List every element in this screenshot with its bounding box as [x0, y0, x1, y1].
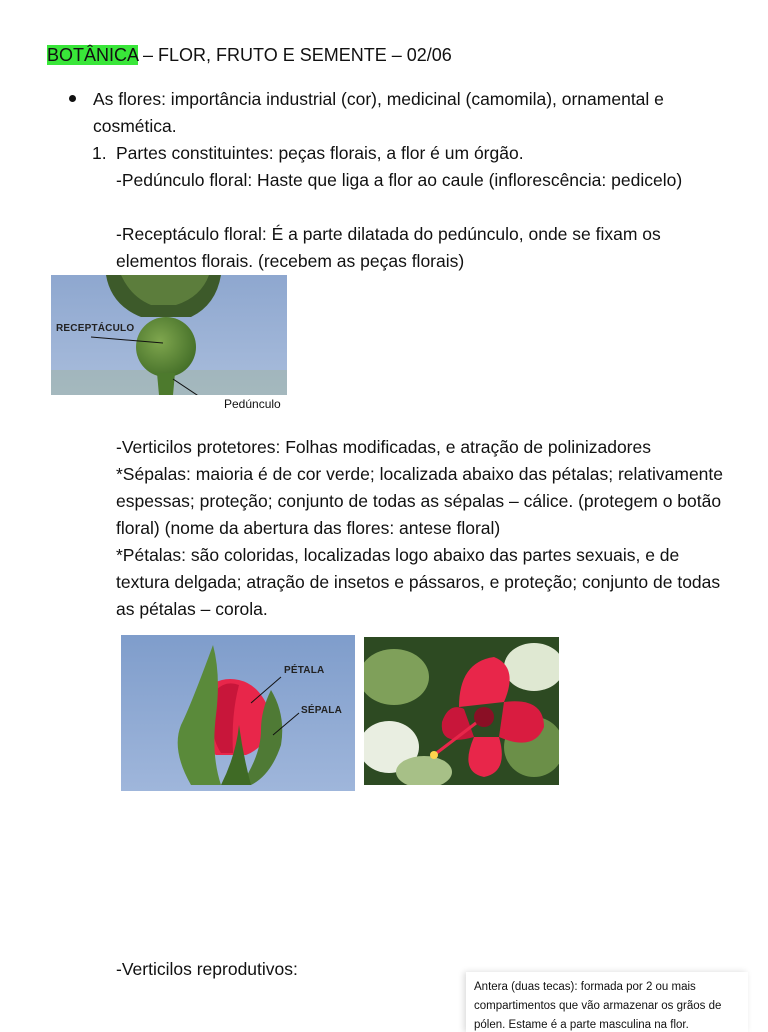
side-note-text: Antera (duas tecas): formada por 2 ou mais compartimentos que vão armazenar os grãos de pólen. Estame é a parte masculina na flor. [474, 981, 722, 1031]
paragraph-verticilos-protetores: -Verticilos protetores: Folhas modificadas, e atração de polinizadores [116, 437, 651, 457]
bullet-item [69, 86, 729, 140]
bullet-text: As flores: importância industrial (cor), medicinal (camomila), ornamental e cosmética. [93, 89, 664, 136]
hibiscus-illustration [364, 637, 559, 785]
paragraph-sepalas: *Sépalas: maioria é de cor verde; localizada abaixo das pétalas; relativamente espessas; proteção; conjunto de todas as sépalas – cálice. (protegem o botão floral) (nome da abertura das flores: antese floral) [116, 464, 724, 538]
receptacle-label: RECEPTÁCULO [56, 323, 135, 334]
bullet-dot-icon [69, 95, 76, 102]
rose-bud-image [121, 635, 355, 791]
paragraph-receptaculo: -Receptáculo floral: É a parte dilatada do pedúnculo, onde se fixam os elementos florais. (recebem as peças florais) [116, 224, 661, 271]
item-text: Partes constituintes: peças florais, a flor é um órgão. [116, 143, 524, 163]
petal-label: PÉTALA [284, 665, 325, 676]
title-highlight: BOTÂNICA [47, 45, 139, 65]
receptacle-illustration [51, 275, 287, 395]
paragraph-verticilos-reprodutivos: -Verticilos reprodutivos: [116, 959, 298, 979]
peduncle-label: Pedúnculo [224, 397, 281, 411]
document-title [47, 43, 452, 67]
paragraph-pedunculo: -Pedúnculo floral: Haste que liga a flor ao caule (inflorescência: pedicelo) [116, 170, 683, 190]
sepal-label: SÉPALA [301, 705, 343, 716]
side-note [466, 972, 748, 1032]
item-number: 1. [92, 143, 107, 163]
paragraph-petalas: *Pétalas: são coloridas, localizadas logo abaixo das partes sexuais, e de textura delgada; atração de insetos e pássaros, e proteção; conjunto de todas as pétalas – corola. [116, 545, 721, 619]
receptacle-image [51, 275, 287, 395]
hibiscus-image [364, 637, 559, 785]
title-rest: – FLOR, FRUTO E SEMENTE – 02/06 [138, 45, 452, 65]
numbered-item-1 [92, 140, 732, 167]
